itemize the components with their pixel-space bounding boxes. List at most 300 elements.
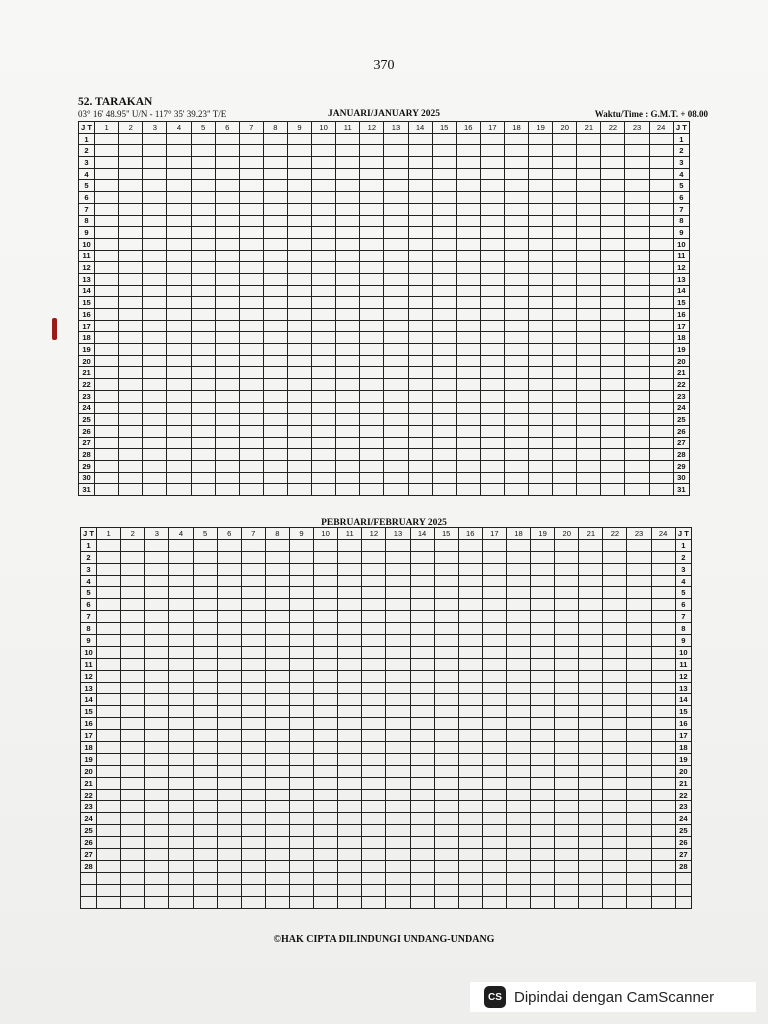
tide-value	[167, 460, 191, 472]
tide-value	[529, 367, 553, 379]
corner-label: J T	[675, 528, 691, 540]
tide-value	[263, 203, 287, 215]
tide-value	[217, 623, 241, 635]
tide-value	[531, 635, 555, 647]
tide-value	[553, 320, 577, 332]
tide-value	[555, 789, 579, 801]
tide-value	[97, 599, 121, 611]
tide-value	[651, 611, 675, 623]
tide-value	[314, 539, 338, 551]
tide-value	[410, 587, 434, 599]
tide-value	[627, 753, 651, 765]
tide-value	[651, 694, 675, 706]
tide-value	[627, 587, 651, 599]
tide-value	[649, 460, 673, 472]
page-number: 370	[373, 58, 395, 73]
tide-value	[263, 355, 287, 367]
tide-value	[531, 658, 555, 670]
tide-value	[579, 753, 603, 765]
hour-header: 24	[649, 122, 673, 134]
tide-value	[529, 355, 553, 367]
tide-value	[239, 157, 263, 169]
hour-header: 22	[601, 122, 625, 134]
tide-value	[145, 872, 169, 884]
tide-value	[360, 250, 384, 262]
tide-value	[215, 227, 239, 239]
tide-value	[312, 414, 336, 426]
tide-value	[193, 789, 217, 801]
tide-value	[410, 623, 434, 635]
tide-value	[625, 320, 649, 332]
day-label: 4	[675, 575, 691, 587]
tide-value	[504, 379, 528, 391]
tide-value	[336, 320, 360, 332]
tide-value	[241, 765, 265, 777]
tide-value	[287, 262, 311, 274]
tide-value	[360, 355, 384, 367]
hour-header: 13	[386, 528, 410, 540]
tide-value	[362, 742, 386, 754]
hour-header-row	[79, 122, 690, 134]
tide-value	[217, 670, 241, 682]
day-label: 17	[673, 320, 689, 332]
tide-value	[529, 168, 553, 180]
tide-value	[529, 273, 553, 285]
tide-value	[289, 896, 313, 908]
tide-value	[119, 379, 143, 391]
tide-value	[555, 872, 579, 884]
tide-value	[97, 551, 121, 563]
tide-value	[601, 472, 625, 484]
tide-value	[434, 884, 458, 896]
tide-value	[386, 801, 410, 813]
hour-header: 7	[241, 528, 265, 540]
tide-value	[362, 730, 386, 742]
tide-value	[97, 884, 121, 896]
tide-value	[289, 635, 313, 647]
day-label: 5	[675, 587, 691, 599]
tide-value	[289, 575, 313, 587]
tide-value	[480, 227, 504, 239]
tide-value	[601, 145, 625, 157]
tide-value	[191, 449, 215, 461]
tide-value	[555, 670, 579, 682]
tide-value	[167, 203, 191, 215]
tide-value	[553, 425, 577, 437]
tide-value	[408, 390, 432, 402]
tide-value	[143, 145, 167, 157]
hour-header: 24	[651, 528, 675, 540]
tide-value	[529, 379, 553, 391]
tide-value	[458, 742, 482, 754]
tide-value	[338, 646, 362, 658]
day-label: 14	[81, 694, 97, 706]
tide-value	[625, 285, 649, 297]
tide-value	[287, 355, 311, 367]
tide-value	[386, 718, 410, 730]
tide-value	[263, 285, 287, 297]
tide-value	[193, 860, 217, 872]
tide-value	[603, 694, 627, 706]
tide-value	[143, 157, 167, 169]
tide-value	[506, 563, 530, 575]
tide-value	[265, 813, 289, 825]
day-label: 3	[81, 563, 97, 575]
tide-value	[553, 437, 577, 449]
tide-value	[239, 460, 263, 472]
hour-header: 1	[95, 122, 119, 134]
tide-value	[145, 575, 169, 587]
tide-value	[119, 344, 143, 356]
tide-value	[217, 765, 241, 777]
tide-value	[145, 753, 169, 765]
tide-value	[143, 344, 167, 356]
camscanner-badge	[470, 982, 756, 1012]
day-label: 19	[81, 753, 97, 765]
tide-value	[191, 285, 215, 297]
tide-value	[217, 801, 241, 813]
tide-value	[169, 694, 193, 706]
tide-value	[169, 635, 193, 647]
tide-value	[312, 460, 336, 472]
tide-value	[482, 801, 506, 813]
tide-value	[336, 180, 360, 192]
day-label: 22	[675, 789, 691, 801]
tide-value	[506, 742, 530, 754]
tide-value	[338, 872, 362, 884]
tide-value	[553, 180, 577, 192]
tide-value	[217, 777, 241, 789]
day-label: 29	[79, 460, 95, 472]
tide-value	[458, 837, 482, 849]
tide-value	[651, 563, 675, 575]
tide-value	[169, 682, 193, 694]
day-label: 12	[673, 262, 689, 274]
hour-header: 19	[531, 528, 555, 540]
tide-value	[432, 309, 456, 321]
tide-value	[579, 635, 603, 647]
table-row	[79, 157, 690, 169]
tide-value	[263, 215, 287, 227]
tide-value	[169, 896, 193, 908]
tide-value	[480, 157, 504, 169]
tide-value	[287, 414, 311, 426]
tide-value	[287, 145, 311, 157]
tide-value	[482, 765, 506, 777]
tide-value	[504, 273, 528, 285]
table-row	[81, 765, 692, 777]
tide-value	[601, 297, 625, 309]
tide-value	[121, 646, 145, 658]
tide-value	[338, 551, 362, 563]
tide-value	[97, 694, 121, 706]
tide-value	[169, 623, 193, 635]
tide-value	[625, 273, 649, 285]
tide-value	[362, 896, 386, 908]
tide-value	[531, 646, 555, 658]
tide-value	[287, 309, 311, 321]
tide-value	[215, 367, 239, 379]
table-row	[79, 227, 690, 239]
tide-value	[504, 367, 528, 379]
hour-header-row	[81, 528, 692, 540]
tide-value	[627, 599, 651, 611]
tide-value	[480, 250, 504, 262]
tide-value	[386, 777, 410, 789]
tide-value	[384, 437, 408, 449]
tide-value	[529, 484, 553, 496]
tide-value	[625, 227, 649, 239]
day-label: 1	[673, 133, 689, 145]
tide-value	[362, 860, 386, 872]
tide-value	[506, 872, 530, 884]
tide-value	[217, 813, 241, 825]
tide-value	[95, 309, 119, 321]
tide-value	[287, 273, 311, 285]
tide-value	[241, 884, 265, 896]
tide-value	[625, 484, 649, 496]
tide-value	[191, 215, 215, 227]
tide-value	[143, 133, 167, 145]
tide-value	[263, 320, 287, 332]
tide-value	[167, 402, 191, 414]
tide-value	[287, 238, 311, 250]
hour-header: 12	[362, 528, 386, 540]
tide-value	[553, 133, 577, 145]
tide-value	[482, 896, 506, 908]
tide-value	[434, 742, 458, 754]
tide-value	[191, 262, 215, 274]
tide-value	[289, 849, 313, 861]
tide-value	[386, 849, 410, 861]
day-label: 17	[81, 730, 97, 742]
tide-value	[215, 484, 239, 496]
day-label: 17	[675, 730, 691, 742]
tide-value	[601, 133, 625, 145]
hour-header: 12	[360, 122, 384, 134]
tide-value	[410, 753, 434, 765]
tide-value	[145, 706, 169, 718]
tide-value	[480, 262, 504, 274]
tide-value	[553, 332, 577, 344]
tide-value	[529, 309, 553, 321]
tide-value	[506, 777, 530, 789]
tide-value	[97, 849, 121, 861]
tide-value	[312, 238, 336, 250]
tide-value	[362, 706, 386, 718]
tide-value	[601, 168, 625, 180]
tide-value	[119, 390, 143, 402]
tide-value	[386, 694, 410, 706]
day-label: 24	[675, 813, 691, 825]
tide-value	[603, 872, 627, 884]
tide-value	[119, 367, 143, 379]
day-label: 24	[81, 813, 97, 825]
tide-value	[289, 789, 313, 801]
day-label: 1	[81, 539, 97, 551]
tide-value	[410, 765, 434, 777]
tide-value	[601, 262, 625, 274]
day-label: 21	[673, 367, 689, 379]
tide-value	[651, 753, 675, 765]
tide-value	[362, 837, 386, 849]
tide-value	[193, 599, 217, 611]
tide-value	[338, 801, 362, 813]
tide-value	[314, 730, 338, 742]
tide-value	[360, 215, 384, 227]
tide-value	[456, 344, 480, 356]
table-row	[81, 599, 692, 611]
day-label: 26	[81, 837, 97, 849]
tide-value	[169, 658, 193, 670]
tide-value	[239, 262, 263, 274]
tide-value	[119, 203, 143, 215]
tide-value	[169, 860, 193, 872]
tide-value	[386, 765, 410, 777]
tide-value	[555, 682, 579, 694]
tide-value	[191, 460, 215, 472]
tide-value	[143, 402, 167, 414]
tide-value	[287, 227, 311, 239]
tide-value	[480, 344, 504, 356]
hour-header: 20	[553, 122, 577, 134]
camscanner-icon: CS	[484, 986, 506, 1008]
tide-value	[360, 367, 384, 379]
tide-value	[384, 262, 408, 274]
tide-value	[555, 884, 579, 896]
tide-value	[312, 227, 336, 239]
day-label: 18	[675, 742, 691, 754]
tide-value	[287, 133, 311, 145]
tide-value	[480, 285, 504, 297]
tide-value	[97, 646, 121, 658]
tide-value	[458, 694, 482, 706]
tide-value	[531, 765, 555, 777]
tide-value	[239, 192, 263, 204]
tide-value	[649, 133, 673, 145]
day-label: 3	[79, 157, 95, 169]
tide-value	[601, 414, 625, 426]
tide-value	[287, 344, 311, 356]
tide-value	[627, 801, 651, 813]
tide-value	[336, 437, 360, 449]
tide-value	[384, 355, 408, 367]
tide-value	[241, 635, 265, 647]
tide-value	[215, 215, 239, 227]
tide-value	[239, 437, 263, 449]
table-row	[79, 133, 690, 145]
tide-value	[408, 133, 432, 145]
tide-value	[287, 402, 311, 414]
tide-value	[480, 449, 504, 461]
tide-value	[434, 896, 458, 908]
tide-value	[601, 390, 625, 402]
tide-value	[121, 706, 145, 718]
table-row	[79, 238, 690, 250]
tide-value	[314, 599, 338, 611]
tide-value	[169, 706, 193, 718]
tide-value	[336, 145, 360, 157]
tide-value	[625, 297, 649, 309]
tide-value	[97, 777, 121, 789]
tide-value	[410, 658, 434, 670]
tide-value	[504, 414, 528, 426]
tide-value	[458, 825, 482, 837]
tide-value	[504, 472, 528, 484]
day-label: 27	[81, 849, 97, 861]
tide-value	[314, 872, 338, 884]
tide-value	[531, 753, 555, 765]
tide-value	[506, 623, 530, 635]
tide-value	[553, 203, 577, 215]
tide-value	[287, 297, 311, 309]
tide-value	[145, 765, 169, 777]
tide-value	[169, 718, 193, 730]
tide-value	[651, 551, 675, 563]
tide-value	[386, 551, 410, 563]
tide-value	[386, 623, 410, 635]
tide-value	[480, 402, 504, 414]
table-row	[81, 611, 692, 623]
tide-value	[193, 611, 217, 623]
tide-value	[458, 765, 482, 777]
tide-value	[167, 332, 191, 344]
tide-value	[410, 563, 434, 575]
tide-value	[603, 599, 627, 611]
tide-value	[143, 262, 167, 274]
tide-value	[432, 203, 456, 215]
tide-value	[145, 860, 169, 872]
tide-value	[143, 367, 167, 379]
tide-value	[432, 297, 456, 309]
tide-value	[482, 718, 506, 730]
tide-value	[603, 789, 627, 801]
tide-value	[651, 575, 675, 587]
tide-value	[143, 250, 167, 262]
tide-value	[191, 320, 215, 332]
table-row	[79, 449, 690, 461]
tide-value	[410, 813, 434, 825]
tide-value	[432, 332, 456, 344]
tide-value	[456, 320, 480, 332]
tide-value	[191, 273, 215, 285]
tide-value	[651, 599, 675, 611]
tide-value	[362, 646, 386, 658]
tide-value	[362, 872, 386, 884]
tide-value	[529, 133, 553, 145]
tide-value	[579, 730, 603, 742]
tide-value	[215, 320, 239, 332]
tide-value	[239, 168, 263, 180]
tide-value	[360, 203, 384, 215]
tide-value	[386, 837, 410, 849]
tide-value	[386, 742, 410, 754]
hour-header: 18	[504, 122, 528, 134]
tide-value	[143, 425, 167, 437]
tide-value	[338, 599, 362, 611]
tide-value	[314, 623, 338, 635]
tide-value	[97, 825, 121, 837]
tide-value	[410, 646, 434, 658]
tide-value	[627, 658, 651, 670]
tide-value	[193, 742, 217, 754]
tide-value	[386, 813, 410, 825]
tide-value	[217, 682, 241, 694]
day-label: 16	[79, 309, 95, 321]
tide-value	[336, 250, 360, 262]
tide-value	[287, 484, 311, 496]
tide-value	[649, 227, 673, 239]
